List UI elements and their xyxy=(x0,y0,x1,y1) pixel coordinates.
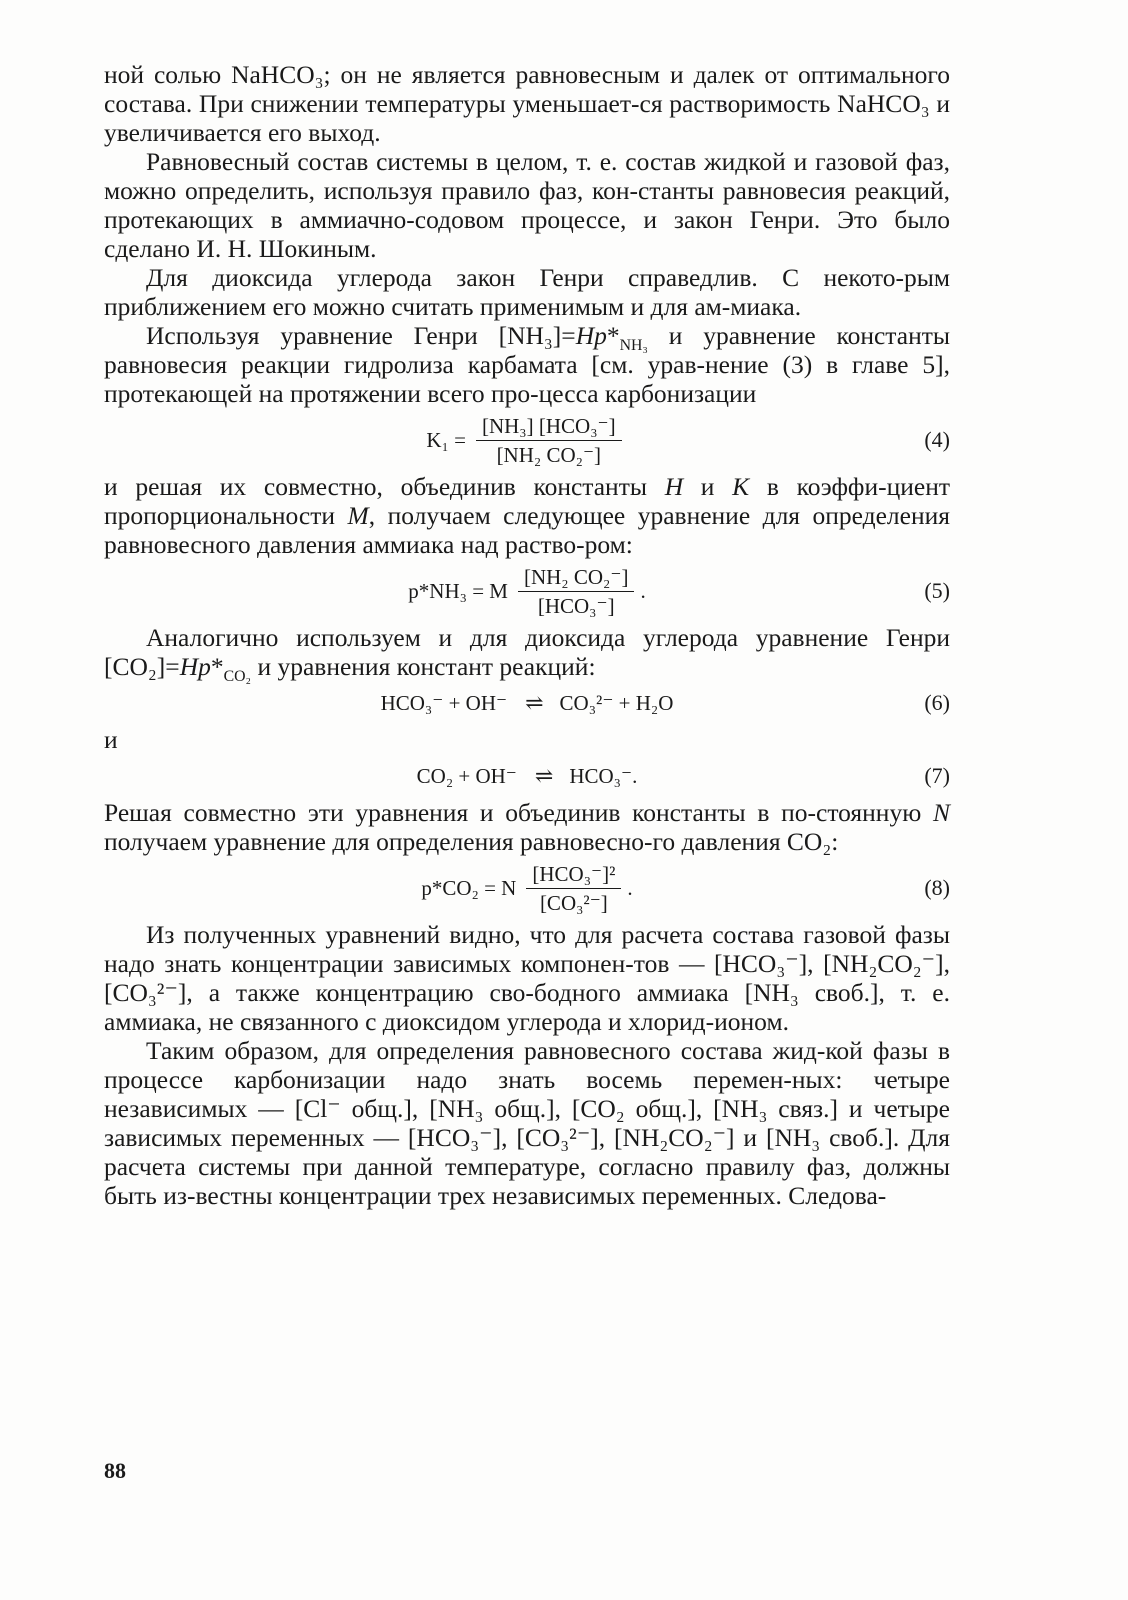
equation-number: (5) xyxy=(924,578,950,603)
text-run: и уравнение константы равновесия реакции гидролиза карбамата [см. урав-нение (3) в главе 5], протекающей на протяжении всего про-цесса карбонизации xyxy=(104,321,950,408)
text-run: Решая совместно эти уравнения и объединив константы в по-стоянную xyxy=(104,798,933,827)
equation-lhs: p*NH₃ = M xyxy=(408,579,508,603)
paragraph-9: Из полученных уравнений видно, что для расчета состава газовой фазы надо знать концентрации зависимых компонен-тов — [HCO₃⁻], [NH₂CO₂⁻], [CO₃²⁻], а также концентрацию сво-бодного аммиака [NH₃ своб.], т. е. аммиака, не связанного с диоксидом углерода и хлорид-ионом. xyxy=(104,920,950,1036)
fraction xyxy=(526,862,621,915)
denominator: [NH₂ CO₂⁻] xyxy=(496,442,602,467)
equation-tail: . xyxy=(640,579,646,603)
reaction-left: HCO₃⁻ + OH⁻ xyxy=(380,691,508,715)
equation-number: (7) xyxy=(924,763,950,788)
subscript: NH₃ xyxy=(619,337,648,355)
paragraph-6 xyxy=(104,623,950,686)
subscript: CO₂ xyxy=(223,668,252,686)
reaction-left: CO₂ + OH⁻ xyxy=(416,764,517,788)
equation-4 xyxy=(104,408,950,472)
numerator: [NH₂ CO₂⁻] xyxy=(518,565,634,592)
text-run: получаем уравнение для определения равновесно-го давления CO₂: xyxy=(104,827,839,856)
equation-number: (6) xyxy=(924,690,950,715)
symbol-n: N xyxy=(932,798,950,827)
text-run: в коэффи-циент пропорциональности xyxy=(104,472,950,530)
text-run: * xyxy=(210,652,224,681)
reaction-right: HCO₃⁻. xyxy=(569,764,638,788)
henry-symbol: Hp xyxy=(575,321,607,350)
paragraph-3: Для диоксида углерода закон Генри справедлив. С некото-рым приближением его можно считать применимым и для ам-миака. xyxy=(104,263,950,321)
equilibrium-arrow: ⇌ xyxy=(534,763,552,788)
henry-symbol: Hp xyxy=(179,652,211,681)
symbol-k: K xyxy=(732,472,750,501)
text-run: и xyxy=(683,472,733,501)
paragraph-8 xyxy=(104,798,950,856)
text-run: Аналогично используем и для диоксида углерода уравнение Генри [CO₂]= xyxy=(104,623,950,681)
denominator: [CO₃²⁻] xyxy=(539,890,608,915)
numerator: [NH₃] [HCO₃⁻] xyxy=(476,414,622,441)
equilibrium-arrow: ⇌ xyxy=(525,690,542,715)
symbol-m: M xyxy=(347,501,369,530)
symbol-h: H xyxy=(664,472,684,501)
page-number: 88 xyxy=(104,1458,126,1483)
equation-number: (4) xyxy=(924,427,950,452)
equation-8 xyxy=(104,856,950,920)
equation-lhs: p*CO₂ = N xyxy=(421,876,517,900)
page-body xyxy=(104,60,950,1210)
text-run: Используя уравнение Генри [NH₃]= xyxy=(146,321,576,350)
paragraph-7: и xyxy=(104,725,118,754)
text-run: и решая их совместно, объединив константы xyxy=(104,472,665,501)
paragraph-2: Равновесный состав системы в целом, т. е. состав жидкой и газовой фаз, можно определить, используя правило фаз, кон-станты равновесия реакций, протекающих в аммиачно-содовом процессе, и закон Генри. Это было сделано И. Н. Шокиным. xyxy=(104,147,950,263)
reaction-right: CO₃²⁻ + H₂O xyxy=(559,691,674,715)
text-run: , получаем следующее уравнение для определения равновесного давления аммиака над раство-ром: xyxy=(104,501,950,559)
text-run: и уравнения констант реакций: xyxy=(251,652,596,681)
equation-tail: . xyxy=(627,876,633,900)
paragraph-10: Таким образом, для определения равновесного состава жид-кой фазы в процессе карбонизации надо знать восемь перемен-ных: четыре независимых — [Cl⁻ общ.], [NH₃ общ.], [CO₂ общ.], [NH₃ связ.] и четыре зависимых переменных — [HCO₃⁻], [CO₃²⁻], [NH₂CO₂⁻] и [NH₃ своб.]. Для расчета системы при данной температуре, согласно правилу фаз, должны быть из-вестны концентрации трех независимых переменных. Следова- xyxy=(104,1036,950,1210)
equation-7 xyxy=(104,754,950,798)
equation-5 xyxy=(104,559,950,623)
equation-number: (8) xyxy=(924,875,950,900)
text-run: * xyxy=(606,321,620,350)
equation-6 xyxy=(104,681,950,725)
paragraph-5 xyxy=(104,472,950,559)
numerator: [HCO₃⁻]² xyxy=(526,862,621,889)
denominator: [HCO₃⁻] xyxy=(537,593,615,618)
fraction xyxy=(518,565,634,618)
paragraph-1: ной солью NaHCO₃; он не является равновесным и далек от оптимального состава. При снижении температуры уменьшает-ся растворимость NaHCO₃ и увеличивается его выход. xyxy=(104,60,950,147)
paragraph-4 xyxy=(104,321,950,408)
fraction xyxy=(476,414,622,467)
equation-lhs: K₁ = xyxy=(426,428,466,452)
